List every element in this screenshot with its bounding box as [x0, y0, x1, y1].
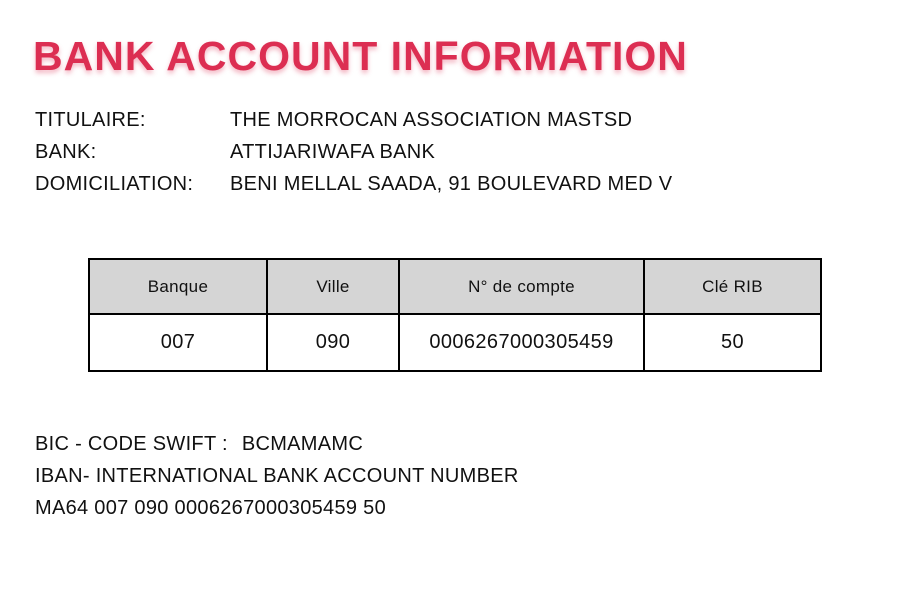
value-cle-rib: 50 — [644, 314, 821, 371]
value-ville: 090 — [267, 314, 399, 371]
codes-block — [35, 428, 519, 524]
iban-value-line: MA64 007 090 0006267000305459 50 — [35, 497, 387, 519]
titulaire-label: TITULAIRE: — [35, 109, 146, 131]
info-row-domiciliation — [35, 168, 672, 200]
swift-value: BCMAMAMC — [241, 433, 364, 455]
value-numero-compte: 0006267000305459 — [399, 314, 644, 371]
swift-line — [35, 428, 519, 460]
swift-label: BIC - CODE SWIFT : — [35, 433, 228, 455]
header-cle-rib: Clé RIB — [644, 259, 821, 314]
bank-label: BANK: — [35, 141, 97, 163]
domiciliation-value: BENI MELLAL SAADA, 91 BOULEVARD MED V — [230, 173, 673, 195]
info-row-bank — [35, 136, 672, 168]
value-banque: 007 — [89, 314, 267, 371]
header-banque: Banque — [89, 259, 267, 314]
info-row-titulaire — [35, 104, 672, 136]
header-numero-compte: N° de compte — [399, 259, 644, 314]
rib-table-header-row — [89, 259, 821, 314]
rib-table — [88, 258, 822, 372]
header-ville: Ville — [267, 259, 399, 314]
rib-table-value-row — [89, 314, 821, 371]
page-title: BANK ACCOUNT INFORMATION — [33, 33, 688, 79]
account-info-block — [35, 104, 672, 200]
titulaire-value: THE MORROCAN ASSOCIATION MASTSD — [230, 109, 633, 131]
iban-label-line: IBAN- INTERNATIONAL BANK ACCOUNT NUMBER — [35, 465, 519, 487]
domiciliation-label: DOMICILIATION: — [35, 173, 194, 195]
bank-value: ATTIJARIWAFA BANK — [230, 141, 436, 163]
